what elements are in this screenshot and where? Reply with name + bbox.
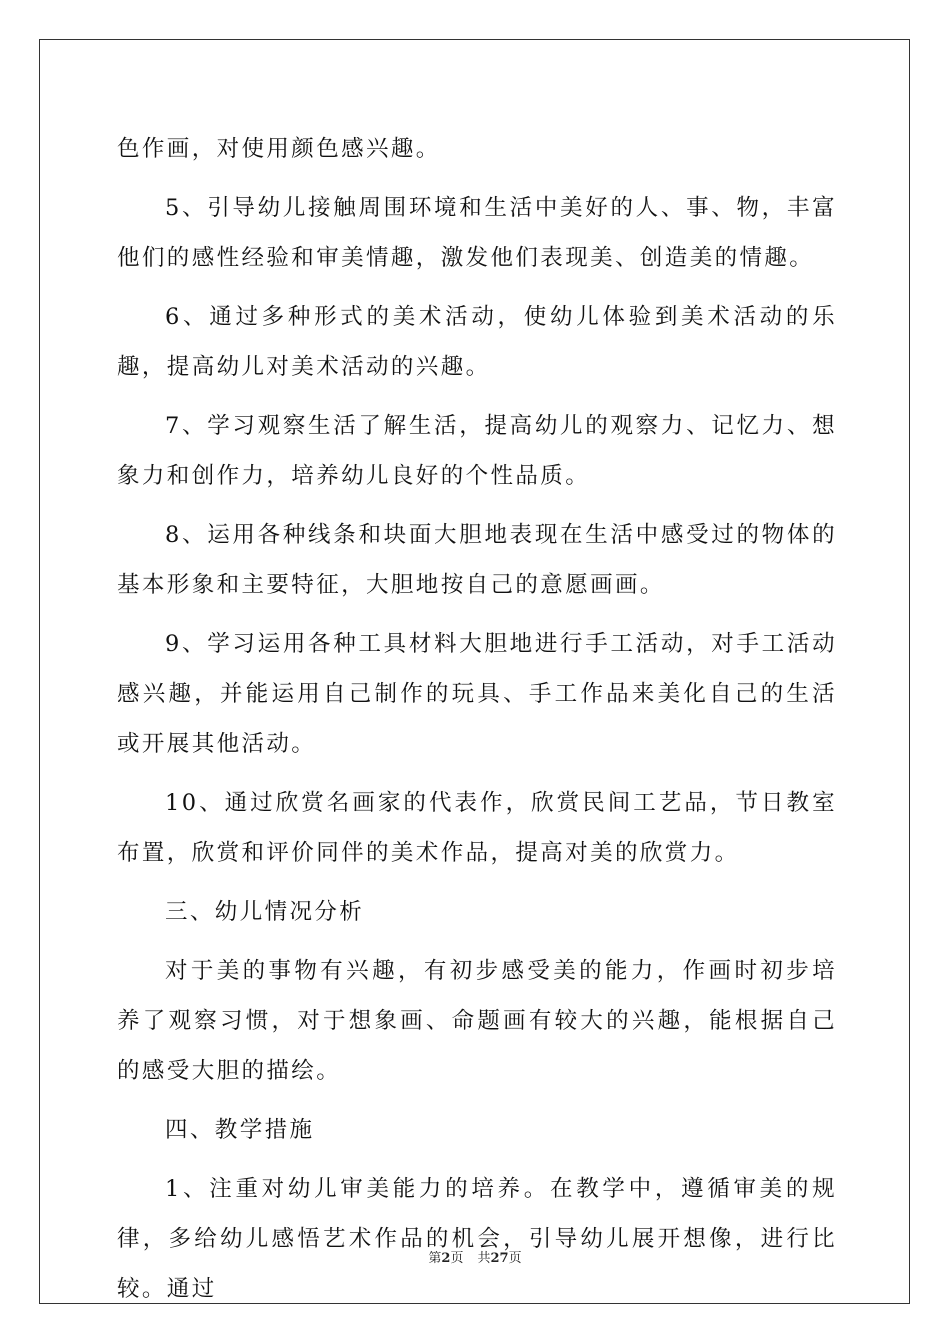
paragraph: 8、运用各种线条和块面大胆地表现在生活中感受过的物体的基本形象和主要特征，大胆地按自己的意愿画画。 — [117, 522, 837, 598]
paragraph: 1、注重对幼儿审美能力的培养。在教学中，遵循审美的规律，多给幼儿感悟艺术作品的机会，引导幼儿展开想像，进行比较。通过 — [117, 1176, 837, 1302]
paragraph: 9、学习运用各种工具材料大胆地进行手工活动，对手工活动感兴趣，并能运用自己制作的玩具、手工作品来美化自己的生活或开展其他活动。 — [117, 631, 837, 757]
paragraph: 5、引导幼儿接触周围环境和生活中美好的人、事、物，丰富他们的感性经验和审美情趣，激发他们表现美、创造美的情趣。 — [117, 195, 837, 271]
total-suffix: 页 — [508, 1251, 522, 1266]
page-prefix: 第 — [428, 1251, 442, 1266]
paragraph: 7、学习观察生活了解生活，提高幼儿的观察力、记忆力、想象力和创作力，培养幼儿良好的个性品质。 — [117, 413, 837, 489]
section-heading: 三、幼儿情况分析 — [165, 899, 365, 925]
total-prefix: 共 — [477, 1251, 491, 1266]
paragraph: 10、通过欣赏名画家的代表作，欣赏民间工艺品，节日教室布置，欣赏和评价同伴的美术作品，提高对美的欣赏力。 — [117, 790, 837, 866]
paragraph: 对于美的事物有兴趣，有初步感受美的能力，作画时初步培养了观察习惯，对于想象画、命题画有较大的兴趣，能根据自己的感受大胆的描绘。 — [117, 958, 837, 1084]
paragraph: 色作画，对使用颜色感兴趣。 — [117, 136, 441, 162]
page-number: 2 — [441, 1251, 451, 1266]
page-suffix: 页 — [450, 1251, 464, 1266]
page-footer — [0, 1247, 950, 1266]
paragraph: 6、通过多种形式的美术活动，使幼儿体验到美术活动的乐趣，提高幼儿对美术活动的兴趣。 — [117, 304, 837, 380]
document-body — [117, 124, 837, 1323]
section-heading: 四、教学措施 — [165, 1117, 315, 1143]
total-pages: 27 — [490, 1251, 509, 1266]
